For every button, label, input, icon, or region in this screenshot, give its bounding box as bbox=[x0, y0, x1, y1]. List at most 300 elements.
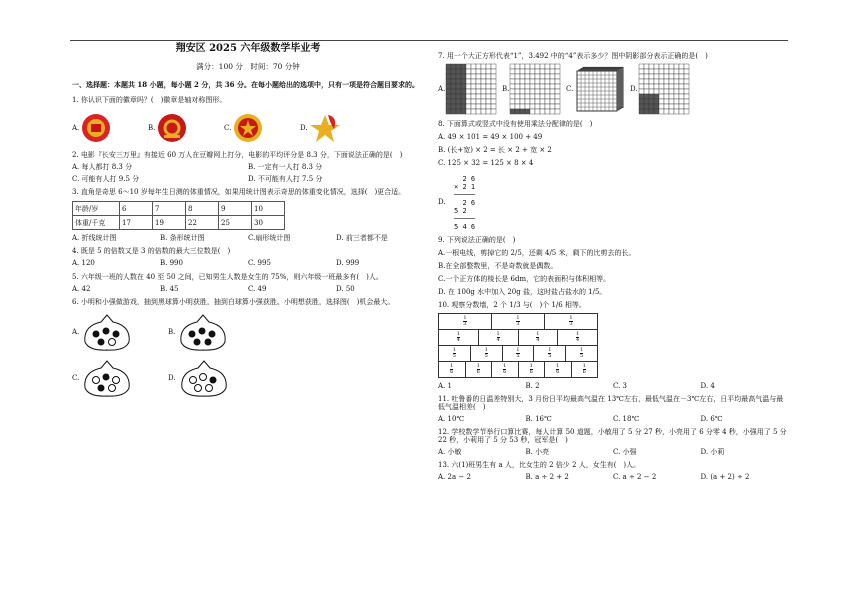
vertical-multiplication bbox=[446, 175, 476, 231]
grid-cell bbox=[535, 104, 540, 109]
grid-cell bbox=[476, 94, 481, 99]
option-c: C. 995 bbox=[248, 259, 271, 268]
fraction-row bbox=[438, 329, 598, 346]
grid-cell bbox=[540, 104, 545, 109]
grid-cell bbox=[550, 74, 555, 79]
question-text: 6. 小明和小强做游戏，抽到黑球算小明获胜，抽到白球算小强获胜。小明想获胜，选择图( )机会最大。 bbox=[72, 297, 395, 306]
fraction-cell: $\frac{1}{6}$ bbox=[519, 362, 546, 377]
grid-cell bbox=[555, 74, 560, 79]
option-b: B. 990 bbox=[160, 259, 183, 268]
question-text: 13. 六(1)班男生有 a 人，比女生的 2 倍少 2 人，女生有( )人。 bbox=[438, 460, 641, 469]
grid-cell bbox=[515, 99, 520, 104]
option-c: C. bbox=[566, 63, 630, 115]
grid-cell bbox=[481, 109, 486, 114]
grid-cell bbox=[535, 94, 540, 99]
grid-cell bbox=[520, 69, 525, 74]
grid-cell bbox=[491, 109, 496, 114]
grid-cell bbox=[684, 74, 689, 79]
grid-cell bbox=[555, 89, 560, 94]
grid-cell bbox=[669, 64, 674, 69]
question-text: 7. 用一个大正方形代表“1”，3.492 中的“4”表示多少？图中阴影部分表示正确的是( ) bbox=[438, 52, 708, 60]
mult-line: × 2 1 bbox=[445, 183, 476, 192]
grid-cell bbox=[486, 69, 491, 74]
grid-cell bbox=[530, 94, 535, 99]
grid-cell bbox=[466, 64, 471, 69]
grid-cell bbox=[684, 79, 689, 84]
option-a: A. 120 bbox=[72, 259, 95, 268]
table-row bbox=[73, 216, 285, 230]
grid-cell bbox=[659, 74, 664, 79]
grid-cell bbox=[451, 84, 456, 89]
grid-cell bbox=[466, 79, 471, 84]
option-b: B. 一定有一人打 8.3 分 bbox=[248, 163, 323, 172]
grid-cell bbox=[456, 99, 461, 104]
grid-cell bbox=[555, 94, 560, 99]
grid-cell bbox=[476, 109, 481, 114]
grid-cell bbox=[456, 94, 461, 99]
grid-cell bbox=[649, 74, 654, 79]
grid-cell bbox=[555, 64, 560, 69]
grid-cell bbox=[550, 64, 555, 69]
options-row bbox=[438, 382, 788, 390]
grid-cell bbox=[550, 104, 555, 109]
option-a: A. 10℃ bbox=[438, 414, 465, 423]
question-13 bbox=[438, 461, 788, 481]
grid-cell bbox=[510, 89, 515, 94]
grid-cell bbox=[684, 64, 689, 69]
question-text: 11. 吐鲁番的日温差特别大，3 月份日平均最高气温在 13℃左右，最低气温在－3℃左右，日平均最高气温与最低气温相差( ) bbox=[438, 394, 784, 411]
option-c: C. a ÷ 2 − 2 bbox=[613, 472, 657, 481]
option-c: C. 125 × 32 = 125 × 8 × 4 bbox=[438, 159, 534, 168]
grid-cell bbox=[471, 69, 476, 74]
grid-cell bbox=[481, 99, 486, 104]
grid-cell bbox=[461, 84, 466, 89]
question-text: 9. 下列说法正确的是( ) bbox=[438, 236, 516, 245]
options-row bbox=[72, 285, 424, 293]
grid-cell bbox=[550, 84, 555, 89]
grid-cell bbox=[491, 74, 496, 79]
table-cell: 体重/千克 bbox=[73, 216, 120, 230]
option-d: D. bbox=[300, 111, 376, 145]
grid-cell bbox=[525, 79, 530, 84]
grid-cell bbox=[520, 84, 525, 89]
grid-cell bbox=[664, 64, 669, 69]
grid-cell bbox=[674, 64, 679, 69]
header-rule bbox=[70, 40, 788, 41]
grid-cell bbox=[451, 104, 456, 109]
grid-cell bbox=[486, 94, 491, 99]
fraction-cell: $\frac{1}{6}$ bbox=[466, 362, 493, 377]
option-a: A. 折线统计图 bbox=[72, 234, 117, 243]
grid-cell bbox=[659, 79, 664, 84]
option-a: A. bbox=[72, 111, 148, 145]
grid-cell bbox=[446, 104, 451, 109]
grid-cell bbox=[525, 69, 530, 74]
grid-cell bbox=[545, 64, 550, 69]
grid-cell bbox=[679, 74, 684, 79]
grid-cell bbox=[669, 74, 674, 79]
grid-cell bbox=[476, 89, 481, 94]
options-row bbox=[72, 259, 424, 267]
fraction-row bbox=[438, 345, 598, 362]
grid-cell bbox=[674, 79, 679, 84]
fraction-cell: $\frac{1}{3}$ bbox=[439, 314, 492, 329]
option-c: C.扇形统计图 bbox=[248, 234, 291, 243]
grid-cell bbox=[674, 94, 679, 99]
grid-cell bbox=[664, 94, 669, 99]
grid-cell bbox=[644, 99, 649, 104]
option-a: A. 2a − 2 bbox=[438, 472, 471, 481]
grid-cell bbox=[674, 84, 679, 89]
grid-cell bbox=[471, 109, 476, 114]
grid-cell bbox=[510, 84, 515, 89]
grid-cell bbox=[530, 64, 535, 69]
grid-cell bbox=[659, 64, 664, 69]
fraction-cell: $\frac{1}{5}$ bbox=[471, 346, 503, 361]
grid-cell bbox=[540, 109, 545, 114]
grid-cell bbox=[649, 79, 654, 84]
grid-cell bbox=[466, 74, 471, 79]
grid-cell bbox=[540, 64, 545, 69]
option-a: A. bbox=[438, 63, 502, 115]
grid-cell bbox=[515, 94, 520, 99]
question-3 bbox=[72, 188, 424, 242]
option-d: D. bbox=[168, 358, 264, 398]
grid-cell bbox=[456, 64, 461, 69]
grid-cell bbox=[520, 94, 525, 99]
grid-cell bbox=[471, 74, 476, 79]
grid-cell bbox=[530, 74, 535, 79]
grid-cell bbox=[684, 99, 689, 104]
grid-cell bbox=[446, 69, 451, 74]
grid-cell bbox=[461, 69, 466, 74]
grid-cell bbox=[654, 99, 659, 104]
options-row bbox=[438, 473, 788, 481]
grid-cell bbox=[644, 89, 649, 94]
option-b: B.在全部整数里，不是奇数就是偶数。 bbox=[438, 262, 558, 271]
option-c: C. 可能有人打 9.5 分 bbox=[72, 175, 140, 184]
grid-cell bbox=[545, 89, 550, 94]
grid-cell bbox=[659, 84, 664, 89]
option-a: A.一根电线，剪掉它的 2/5，还剩 4/5 米，剩下的比剪去的长。 bbox=[438, 249, 636, 258]
table-cell: 6 bbox=[120, 202, 153, 216]
grid-cell bbox=[669, 94, 674, 99]
grid-cell bbox=[664, 99, 669, 104]
question-8 bbox=[438, 120, 788, 231]
option-c: C. 49 bbox=[248, 284, 267, 293]
grid-cell bbox=[466, 94, 471, 99]
fraction-cell: $\frac{1}{6}$ bbox=[439, 362, 466, 377]
exam-subtitle: 满分：100 分 时间：70 分钟 bbox=[196, 61, 300, 71]
grid-cell bbox=[674, 89, 679, 94]
grid-cell bbox=[674, 99, 679, 104]
grid-cell bbox=[456, 74, 461, 79]
option-d: D. 6℃ bbox=[700, 414, 723, 423]
grid-cell bbox=[481, 94, 486, 99]
grid-cell bbox=[669, 89, 674, 94]
grid-cell bbox=[664, 84, 669, 89]
grid-cell bbox=[456, 89, 461, 94]
question-12 bbox=[438, 428, 788, 456]
grid-cell bbox=[525, 99, 530, 104]
grid-cell bbox=[456, 69, 461, 74]
grid-cell bbox=[664, 89, 669, 94]
grid-cell bbox=[491, 64, 496, 69]
grid-cell bbox=[510, 69, 515, 74]
option-b: B. 2 bbox=[525, 381, 540, 390]
grid-cell bbox=[446, 84, 451, 89]
option-c: C. bbox=[72, 358, 168, 398]
ball-bag-icon bbox=[79, 358, 135, 398]
table-cell: 9 bbox=[219, 202, 252, 216]
grid-cell bbox=[471, 84, 476, 89]
grid-cell bbox=[654, 89, 659, 94]
grid-cell bbox=[535, 89, 540, 94]
grid-cell bbox=[659, 89, 664, 94]
grid-cell bbox=[456, 84, 461, 89]
table-cell: 17 bbox=[120, 216, 153, 230]
grid-cell bbox=[654, 84, 659, 89]
grid-cell bbox=[540, 84, 545, 89]
grid-cell bbox=[486, 104, 491, 109]
grid-cell bbox=[669, 104, 674, 109]
option-d: D. 4 bbox=[700, 381, 715, 390]
options-row bbox=[438, 448, 788, 456]
grid-cell bbox=[535, 74, 540, 79]
grid-cell bbox=[476, 74, 481, 79]
fraction-cell: $\frac{1}{4}$ bbox=[479, 330, 519, 345]
grid-cell bbox=[649, 64, 654, 69]
fraction-cell: $\frac{1}{5}$ bbox=[439, 346, 471, 361]
grid-cell bbox=[659, 94, 664, 99]
grid-cell bbox=[451, 79, 456, 84]
grid-cell bbox=[644, 64, 649, 69]
table-cell: 30 bbox=[252, 216, 285, 230]
grid-cell bbox=[446, 94, 451, 99]
grid-cell bbox=[471, 104, 476, 109]
grid-cell bbox=[486, 89, 491, 94]
grid-cell bbox=[486, 109, 491, 114]
grid-cell bbox=[471, 89, 476, 94]
grid-cell bbox=[451, 94, 456, 99]
grid-cell bbox=[515, 79, 520, 84]
grid-cell bbox=[644, 79, 649, 84]
grid-cell bbox=[545, 69, 550, 74]
grid-cell bbox=[451, 89, 456, 94]
grid-cell bbox=[515, 84, 520, 89]
grid-cell bbox=[649, 104, 654, 109]
mult-line: 5 2 bbox=[445, 207, 467, 216]
fraction-cell: $\frac{1}{3}$ bbox=[569, 314, 573, 327]
grid-cell bbox=[476, 69, 481, 74]
grid-cell bbox=[535, 64, 540, 69]
question-10 bbox=[438, 301, 788, 389]
fraction-cell: $\frac{1}{6}$ bbox=[492, 362, 519, 377]
grid-cell bbox=[525, 64, 530, 69]
grid-cell bbox=[486, 84, 491, 89]
grid-cell bbox=[461, 99, 466, 104]
option-b: B. bbox=[148, 111, 224, 145]
mult-line: ───── bbox=[445, 191, 476, 200]
question-6 bbox=[72, 298, 424, 398]
grid-cell bbox=[515, 109, 520, 114]
grid-cell bbox=[446, 79, 451, 84]
grid-cell bbox=[639, 89, 644, 94]
grid-cell bbox=[639, 64, 644, 69]
fraction-wall bbox=[438, 313, 598, 378]
option-a: A. 42 bbox=[72, 284, 91, 293]
grid-cell bbox=[555, 79, 560, 84]
fraction-cell: $\frac{1}{5}$ bbox=[503, 346, 535, 361]
grid-cell bbox=[461, 109, 466, 114]
question-text: 12. 学校数学节举行口算比赛，每人计算 50 道题，小敏用了 5 分 27 秒，小亮用了 6 分零 4 秒，小强用了 5 分 22 秒，小莉用了 5 分 53 秒，冠军是( ) bbox=[438, 427, 787, 444]
grid-cell bbox=[649, 94, 654, 99]
table-cell: 25 bbox=[219, 216, 252, 230]
option-b: B. bbox=[168, 312, 264, 352]
fraction-cell: $\frac{1}{6}$ bbox=[545, 362, 572, 377]
grid-cell bbox=[545, 99, 550, 104]
grid-cell bbox=[684, 94, 689, 99]
grid-cell bbox=[515, 104, 520, 109]
grid-cell bbox=[510, 74, 515, 79]
grid-cell bbox=[659, 69, 664, 74]
option-d: D. (a + 2) ÷ 2 bbox=[700, 472, 750, 481]
grid-cell bbox=[679, 69, 684, 74]
option-d: D. 在 100g 水中加入 20g 盐，这时盐占盐水的 1/5。 bbox=[438, 288, 607, 297]
grid-cell bbox=[684, 109, 689, 114]
grid-cell bbox=[446, 74, 451, 79]
grid-cell bbox=[510, 104, 515, 109]
option-d: D. 前三者都不是 bbox=[336, 234, 388, 243]
grid-cell bbox=[535, 84, 540, 89]
grid-cell bbox=[491, 69, 496, 74]
question-11 bbox=[438, 395, 788, 423]
option-d: D. 小莉 bbox=[700, 447, 725, 456]
left-column bbox=[72, 42, 424, 398]
grid-cell bbox=[466, 99, 471, 104]
grid-cell bbox=[471, 79, 476, 84]
question-5 bbox=[72, 273, 424, 293]
grid-cell bbox=[451, 109, 456, 114]
table-cell: 8 bbox=[186, 202, 219, 216]
grid-cell bbox=[481, 64, 486, 69]
grid-cell bbox=[649, 89, 654, 94]
fraction-cell: $\frac{1}{3}$ bbox=[492, 314, 545, 329]
grid-cell bbox=[481, 89, 486, 94]
option-a: A. 小敏 bbox=[438, 447, 462, 456]
grid-cell bbox=[545, 84, 550, 89]
grid-cell bbox=[679, 84, 684, 89]
grid-cell bbox=[545, 74, 550, 79]
grid-cell bbox=[471, 64, 476, 69]
table-cell: 19 bbox=[153, 216, 186, 230]
grid-cell bbox=[461, 89, 466, 94]
grid-cell bbox=[525, 89, 530, 94]
grid-cell bbox=[491, 89, 496, 94]
grid-cell bbox=[466, 69, 471, 74]
grid-cell bbox=[486, 64, 491, 69]
grid-cell bbox=[550, 99, 555, 104]
grid-cell bbox=[679, 104, 684, 109]
emblem-options bbox=[72, 110, 424, 146]
grid-cell bbox=[654, 74, 659, 79]
right-column bbox=[438, 42, 788, 481]
fraction-cell: $\frac{1}{4}$ bbox=[519, 330, 559, 345]
grid-cell bbox=[540, 79, 545, 84]
grid-cell bbox=[545, 109, 550, 114]
question-text: 5. 六年级一班的人数在 40 至 50 之间，已知男生人数是女生的 75%，则六年级一班最多有( )人。 bbox=[72, 272, 383, 281]
grid-cell bbox=[664, 79, 669, 84]
option-b: B. a ÷ 2 + 2 bbox=[525, 472, 569, 481]
grid-cell bbox=[679, 99, 684, 104]
option-d: D. 不可能有人打 7.5 分 bbox=[248, 175, 323, 184]
fraction-cell: $\frac{1}{4}$ bbox=[439, 330, 479, 345]
grid-cell bbox=[525, 84, 530, 89]
question-text: 3. 直角是奇思 6～10 岁每年生日测的体重情况，如果用统计图表示奇思的体重变化情况，选择( )更合适。 bbox=[72, 188, 406, 197]
grid-cell bbox=[515, 69, 520, 74]
grid-cell bbox=[639, 79, 644, 84]
option-b: B. 小亮 bbox=[525, 447, 550, 456]
grid-cell bbox=[639, 104, 644, 109]
option-d: D. 50 bbox=[336, 284, 355, 293]
grid-cell bbox=[679, 79, 684, 84]
option-d: D. 2 6 × 2 1 ───── 2 6 5 2 ───── 5 4 6 bbox=[438, 175, 476, 232]
grid-cell bbox=[530, 89, 535, 94]
grid-cell bbox=[451, 74, 456, 79]
option-b: B. bbox=[502, 63, 566, 115]
grid-cell bbox=[491, 104, 496, 109]
grid-cell bbox=[674, 74, 679, 79]
question-4 bbox=[72, 247, 424, 267]
option-b: B. 条形统计图 bbox=[160, 234, 205, 243]
grid-cell bbox=[451, 69, 456, 74]
grid-cell bbox=[451, 99, 456, 104]
grid-cell bbox=[550, 69, 555, 74]
grid-cell bbox=[520, 74, 525, 79]
grid-cell bbox=[669, 84, 674, 89]
grid-cell bbox=[669, 99, 674, 104]
table-cell: 7 bbox=[153, 202, 186, 216]
grid-cell bbox=[674, 109, 679, 114]
grid-cell bbox=[659, 109, 664, 114]
grid-cell bbox=[530, 69, 535, 74]
grid-cell bbox=[525, 94, 530, 99]
star-torch-emblem-icon bbox=[308, 111, 342, 145]
option-c: C. 18℃ bbox=[613, 414, 640, 423]
mult-line: 2 6 bbox=[445, 199, 476, 208]
grid-cell bbox=[644, 104, 649, 109]
option-a: A. 1 bbox=[438, 381, 452, 390]
grid-cell bbox=[684, 84, 689, 89]
grid-cell bbox=[555, 109, 560, 114]
grid-cell bbox=[510, 94, 515, 99]
grid-cell bbox=[550, 109, 555, 114]
options-row bbox=[72, 175, 424, 183]
mult-line: 2 6 bbox=[445, 175, 476, 184]
question-text: 4. 既是 5 的倍数又是 3 的倍数的最大三位数是( ) bbox=[72, 247, 231, 256]
grid-cell bbox=[491, 79, 496, 84]
grid-cell bbox=[684, 69, 689, 74]
grid-cell bbox=[664, 104, 669, 109]
option-b: B. (长+宽) × 2 = 长 × 2 + 宽 × 2 bbox=[438, 146, 552, 155]
grid-cell bbox=[654, 69, 659, 74]
grid-cell bbox=[654, 94, 659, 99]
grid-cell bbox=[674, 69, 679, 74]
grid-cell bbox=[520, 109, 525, 114]
grid-cell bbox=[654, 64, 659, 69]
option-b: B. 45 bbox=[160, 284, 179, 293]
table-cell: 22 bbox=[186, 216, 219, 230]
